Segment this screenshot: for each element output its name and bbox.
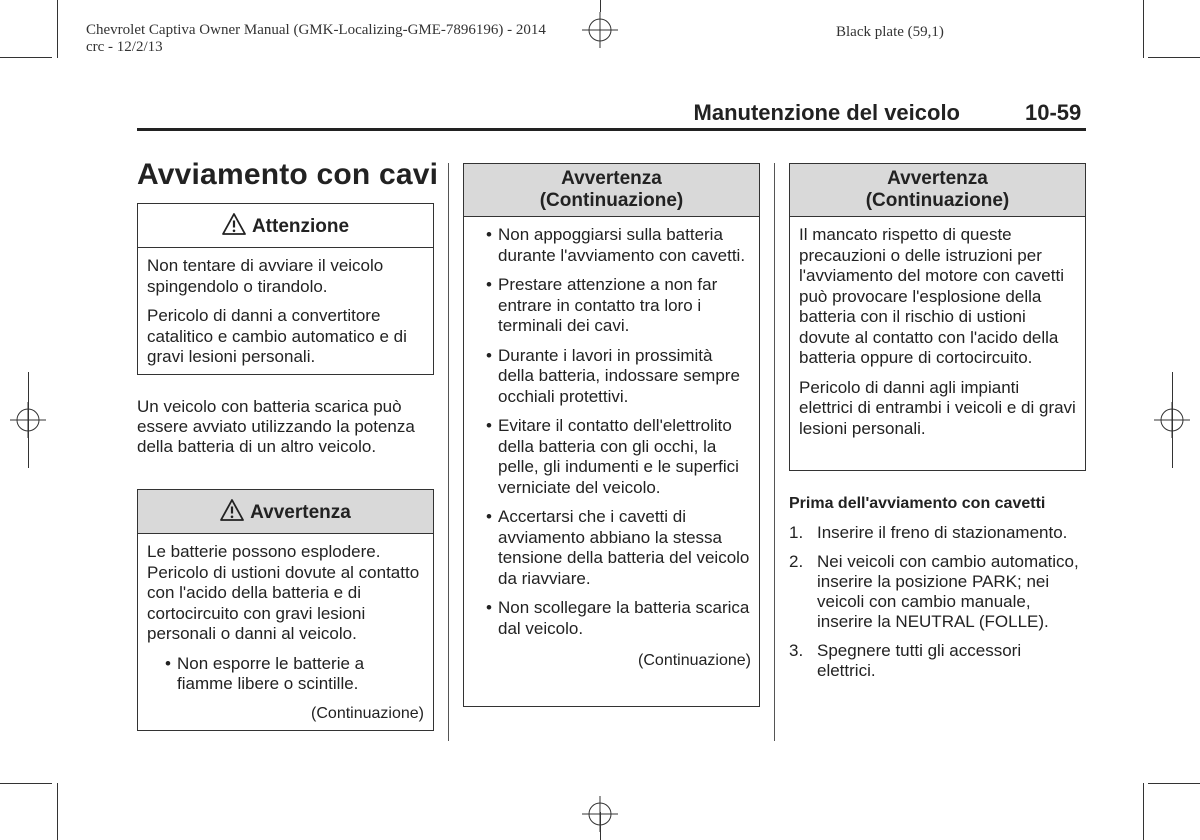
registration-mark-icon (582, 12, 618, 48)
warning-bullet (480, 598, 751, 639)
heading-line-2: (Continuazione) (539, 190, 684, 211)
warning-continued-body (790, 217, 1085, 456)
warning-paragraph: Pericolo di danni agli impianti elettrici di entrambi i veicoli e di gravi lesioni personali. (799, 377, 1076, 438)
warning-bullet (480, 275, 751, 337)
heading-line-2: (Continuazione) (865, 190, 1010, 211)
warning-box (137, 489, 434, 731)
bullet-icon: • (165, 653, 171, 673)
plate-label: Black plate (59,1) (836, 24, 944, 40)
step-text: Nei veicoli con cambio automatico, inserire la posizione PARK; nei veicoli con cambio manuale, inserire la NEUTRAL (FOLLE). (817, 552, 1079, 631)
warning-bullet (480, 346, 751, 408)
warning-paragraph: Il mancato rispetto di queste precauzioni o delle istruzioni per l'avviamento del motore con cavetti può provocare l'esplosione della batteria con il rischio di ustioni dovute al contatto con l'acido della batteria oppure di cortocircuito. (799, 225, 1064, 367)
bullet-text: Non esporre le batterie a fiamme libere o scintille. (177, 653, 365, 693)
warning-body (138, 534, 433, 732)
warning-heading-text: Avvertenza (250, 502, 351, 523)
list-item (789, 641, 1084, 681)
bullet-text: Accertarsi che i cavetti di avviamento abbiano la stessa tensione della batteria del veicolo da riavviare. (498, 507, 750, 588)
list-item (789, 523, 1084, 543)
step-text: Spegnere tutti gli accessori elettrici. (817, 641, 1022, 680)
print-line-1: Chevrolet Captiva Owner Manual (GMK-Localizing-GME-7896196) - 2014 (86, 22, 546, 38)
column-divider (774, 163, 775, 741)
step-number: 2. (789, 552, 804, 571)
bullet-text: Non appoggiarsi sulla batteria durante l'avviamento con cavetti. (498, 225, 746, 265)
intro-paragraph: Un veicolo con batteria scarica può essere avviato utilizzando la potenza della batteria di un altro veicolo. (137, 397, 415, 456)
warning-continued-box (789, 163, 1086, 471)
warning-continued-box (463, 163, 760, 707)
warning-continued-heading (790, 164, 1085, 217)
page-title: Avviamento con cavi (137, 158, 439, 191)
warning-triangle-icon (222, 213, 246, 235)
bullet-text: Evitare il contatto dell'elettrolito della batteria con gli occhi, la pelle, gli indumenti e le superfici verniciate del veicolo. (498, 416, 739, 497)
bullet-icon: • (486, 225, 492, 244)
heading-line-1: Avvertenza (887, 168, 988, 189)
step-number: 1. (789, 523, 804, 542)
warning-heading (138, 490, 433, 534)
bullet-text: Durante i lavori in prossimità della batteria, indossare sempre occhiali protettivi. (498, 345, 740, 406)
registration-mark-icon (582, 796, 618, 832)
print-info (86, 22, 546, 56)
bullet-icon: • (486, 507, 492, 526)
warning-bullet (147, 654, 424, 695)
caution-heading-text: Attenzione (251, 216, 350, 237)
continued-label: (Continuazione) (311, 704, 424, 722)
bullet-text: Non scollegare la batteria scarica dal veicolo. (498, 598, 750, 638)
bullet-icon: • (486, 598, 492, 617)
warning-bullet (480, 225, 751, 266)
continued-label: (Continuazione) (638, 652, 751, 669)
warning-continued-heading (464, 164, 759, 217)
page-number: 10-59 (1025, 100, 1082, 125)
list-item (789, 552, 1084, 632)
caution-heading (138, 204, 433, 248)
section-title: Manutenzione del veicolo (693, 100, 960, 125)
header-rule (137, 128, 1086, 131)
column-divider (448, 163, 449, 741)
caution-paragraph: Non tentare di avviare il veicolo spingendolo o tirandolo. (147, 256, 384, 296)
warning-paragraph: Le batterie possono esplodere. Pericolo di ustioni dovute al contatto con l'acido della batteria e di cortocircuito con gravi lesioni personali o danni al veicolo. (147, 542, 420, 643)
step-text: Inserire il freno di stazionamento. (817, 523, 1068, 542)
step-number: 3. (789, 641, 804, 660)
warning-triangle-icon (220, 499, 244, 521)
bullet-icon: • (486, 345, 492, 365)
print-line-2: crc - 12/2/13 (86, 39, 163, 55)
caution-body (138, 248, 433, 385)
bullet-text: Prestare attenzione a non far entrare in contatto tra loro i terminali dei cavi. (498, 275, 718, 335)
caution-box (137, 203, 434, 375)
bullet-icon: • (486, 275, 492, 294)
warning-bullet (480, 507, 751, 589)
subheading: Prima dell'avviamento con cavetti (789, 495, 1046, 512)
bullet-icon: • (486, 416, 492, 435)
warning-continued-body (464, 217, 759, 680)
warning-bullet (480, 416, 751, 498)
steps-list (789, 523, 1084, 690)
caution-paragraph: Pericolo di danni a convertitore catalitico e cambio automatico e di gravi lesioni personali. (147, 306, 407, 366)
heading-line-1: Avvertenza (561, 168, 662, 189)
